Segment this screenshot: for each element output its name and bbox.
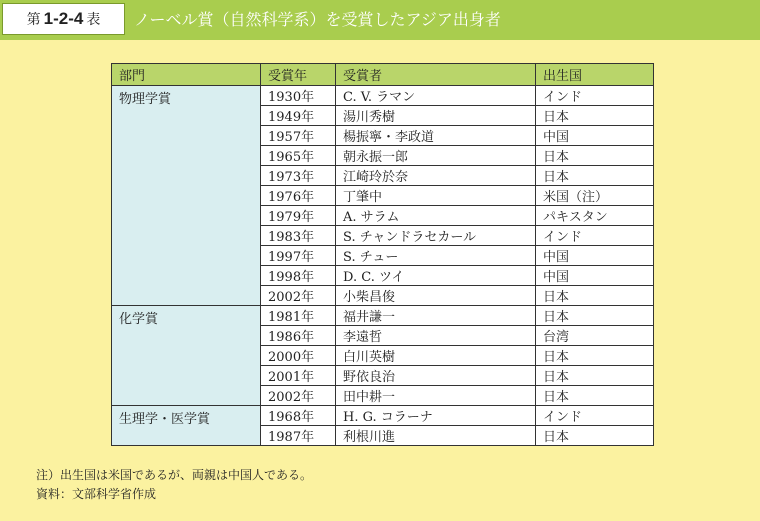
year-cell: 2002年: [261, 386, 336, 406]
laureate-cell: 李遠哲: [336, 326, 536, 346]
table-row: [112, 406, 654, 426]
birth-country-cell: 中国: [536, 266, 654, 286]
birth-country-cell: 中国: [536, 246, 654, 266]
table-body: [112, 86, 654, 446]
birth-country-cell: 日本: [536, 346, 654, 366]
laureate-cell: D. C. ツイ: [336, 266, 536, 286]
year-cell: 1997年: [261, 246, 336, 266]
laureate-cell: 田中耕一: [336, 386, 536, 406]
laureate-cell: S. チュー: [336, 246, 536, 266]
table-number-prefix: 第: [26, 12, 41, 28]
birth-country-cell: 台湾: [536, 326, 654, 346]
department-cell: 化学賞: [112, 306, 261, 406]
year-cell: 1968年: [261, 406, 336, 426]
header-bar: [0, 0, 760, 40]
laureate-cell: A. サラム: [336, 206, 536, 226]
laureate-cell: H. G. コラーナ: [336, 406, 536, 426]
laureate-cell: 白川英樹: [336, 346, 536, 366]
birth-country-cell: インド: [536, 86, 654, 106]
table-row: [112, 86, 654, 106]
laureates-table: [111, 63, 654, 446]
year-cell: 2001年: [261, 366, 336, 386]
birth-country-cell: 日本: [536, 106, 654, 126]
laureate-cell: 丁肇中: [336, 186, 536, 206]
table-number-suffix: 表: [86, 12, 101, 28]
column-header-birth-country: 出生国: [536, 64, 654, 86]
year-cell: 1957年: [261, 126, 336, 146]
column-header-laureate: 受賞者: [336, 64, 536, 86]
birth-country-cell: 日本: [536, 426, 654, 446]
year-cell: 2002年: [261, 286, 336, 306]
year-cell: 1949年: [261, 106, 336, 126]
birth-country-cell: 中国: [536, 126, 654, 146]
laureate-cell: 朝永振一郎: [336, 146, 536, 166]
footnote: 注）出生国は米国であるが、両親は中国人である。: [36, 468, 313, 482]
laureate-cell: S. チャンドラセカール: [336, 226, 536, 246]
birth-country-cell: 日本: [536, 386, 654, 406]
birth-country-cell: インド: [536, 226, 654, 246]
notes-section: [36, 466, 312, 504]
department-cell: 生理学・医学賞: [112, 406, 261, 446]
department-cell: 物理学賞: [112, 86, 261, 306]
birth-country-cell: 日本: [536, 166, 654, 186]
birth-country-cell: 日本: [536, 286, 654, 306]
year-cell: 1973年: [261, 166, 336, 186]
laureate-cell: C. V. ラマン: [336, 86, 536, 106]
birth-country-cell: 日本: [536, 306, 654, 326]
table-title: ノーベル賞（自然科学系）を受賞したアジア出身者: [134, 10, 501, 29]
year-cell: 1998年: [261, 266, 336, 286]
birth-country-cell: パキスタン: [536, 206, 654, 226]
year-cell: 1979年: [261, 206, 336, 226]
column-header-department: 部門: [112, 64, 261, 86]
birth-country-cell: 日本: [536, 366, 654, 386]
year-cell: 1965年: [261, 146, 336, 166]
birth-country-cell: インド: [536, 406, 654, 426]
source-note: 資料：文部科学省作成: [36, 487, 157, 501]
year-cell: 1981年: [261, 306, 336, 326]
birth-country-cell: 米国（注）: [536, 186, 654, 206]
laureate-cell: 江崎玲於奈: [336, 166, 536, 186]
laureate-cell: 小柴昌俊: [336, 286, 536, 306]
table-number: 1-2-4: [43, 9, 84, 28]
laureate-cell: 野依良治: [336, 366, 536, 386]
laureate-cell: 湯川秀樹: [336, 106, 536, 126]
table-header-row: [112, 64, 654, 86]
table-row: [112, 306, 654, 326]
year-cell: 1987年: [261, 426, 336, 446]
laureate-cell: 楊振寧・李政道: [336, 126, 536, 146]
year-cell: 2000年: [261, 346, 336, 366]
year-cell: 1976年: [261, 186, 336, 206]
year-cell: 1983年: [261, 226, 336, 246]
year-cell: 1986年: [261, 326, 336, 346]
year-cell: 1930年: [261, 86, 336, 106]
table-number-label: [2, 3, 125, 35]
laureate-cell: 福井謙一: [336, 306, 536, 326]
laureate-cell: 利根川進: [336, 426, 536, 446]
birth-country-cell: 日本: [536, 146, 654, 166]
column-header-year: 受賞年: [261, 64, 336, 86]
